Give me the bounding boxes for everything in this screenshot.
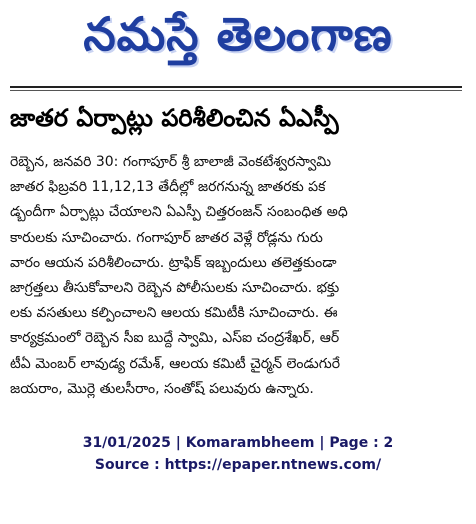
body-line: జాగ్రత్తలు తీసుకోవాలని రెబ్బెన పోలీసులకు సూచించారు. భక్తు [10,279,340,296]
article-body [10,150,462,402]
body-line: వారం ఆయన పరిశీలించారు. ట్రాఫిక్ ఇబ్బందులు తలెత్తకుండా [10,254,337,271]
page-footer [0,432,476,476]
masthead [0,0,476,80]
source-link[interactable]: Source : https://epaper.ntnews.com/ [94,457,382,473]
newspaper-logo: నమస్తే తెలంగాణ [83,7,393,61]
masthead-divider [10,86,462,88]
body-line: డ్బందీగా ఏర్పాట్లు చేయాలని ఏఎస్పీ చిత్తరంజన్ సంబంధిత అధి [10,204,348,221]
article-headline: జాతర ఏర్పాట్లు పరిశీలించిన ఏఎస్పీ [10,104,339,132]
body-line: టీఏ మెంబర్ లావుడ్య రమేశ్, ఆలయ కమిటీ చైర్మన్ లెండుగురే [10,355,341,372]
body-line: కార్యక్రమంలో రెబ్బెన సీఐ బుద్దే స్వామి, ఎస్ఐ చంద్రశేఖర్, ఆర్ [10,330,340,347]
edition-meta: 31/01/2025 | Komarambheem | Page : 2 [82,435,394,451]
body-line: రెబ్బెన, జనవరి 30: గంగాపూర్ శ్రీ బాలాజీ వెంకటేశ్వరస్వామి [10,154,332,170]
body-line: కారులకు సూచించారు. గంగాపూర్ జాతర వెళ్లే రోడ్లను గురు [10,229,323,246]
masthead-divider-thin [10,90,462,91]
body-line: జయరాం, మొర్లె తులసీరాం, సంతోష్ పలువురు ఉన్నారు. [10,380,314,397]
body-line: లకు వసతులు కల్పించాలని ఆలయ కమిటీకి సూచించారు. ఈ [10,305,338,322]
body-line: జాతర ఫిబ్రవరి 11,12,13 తేదీల్లో జరగనున్న జాతరకు పక [10,179,326,196]
